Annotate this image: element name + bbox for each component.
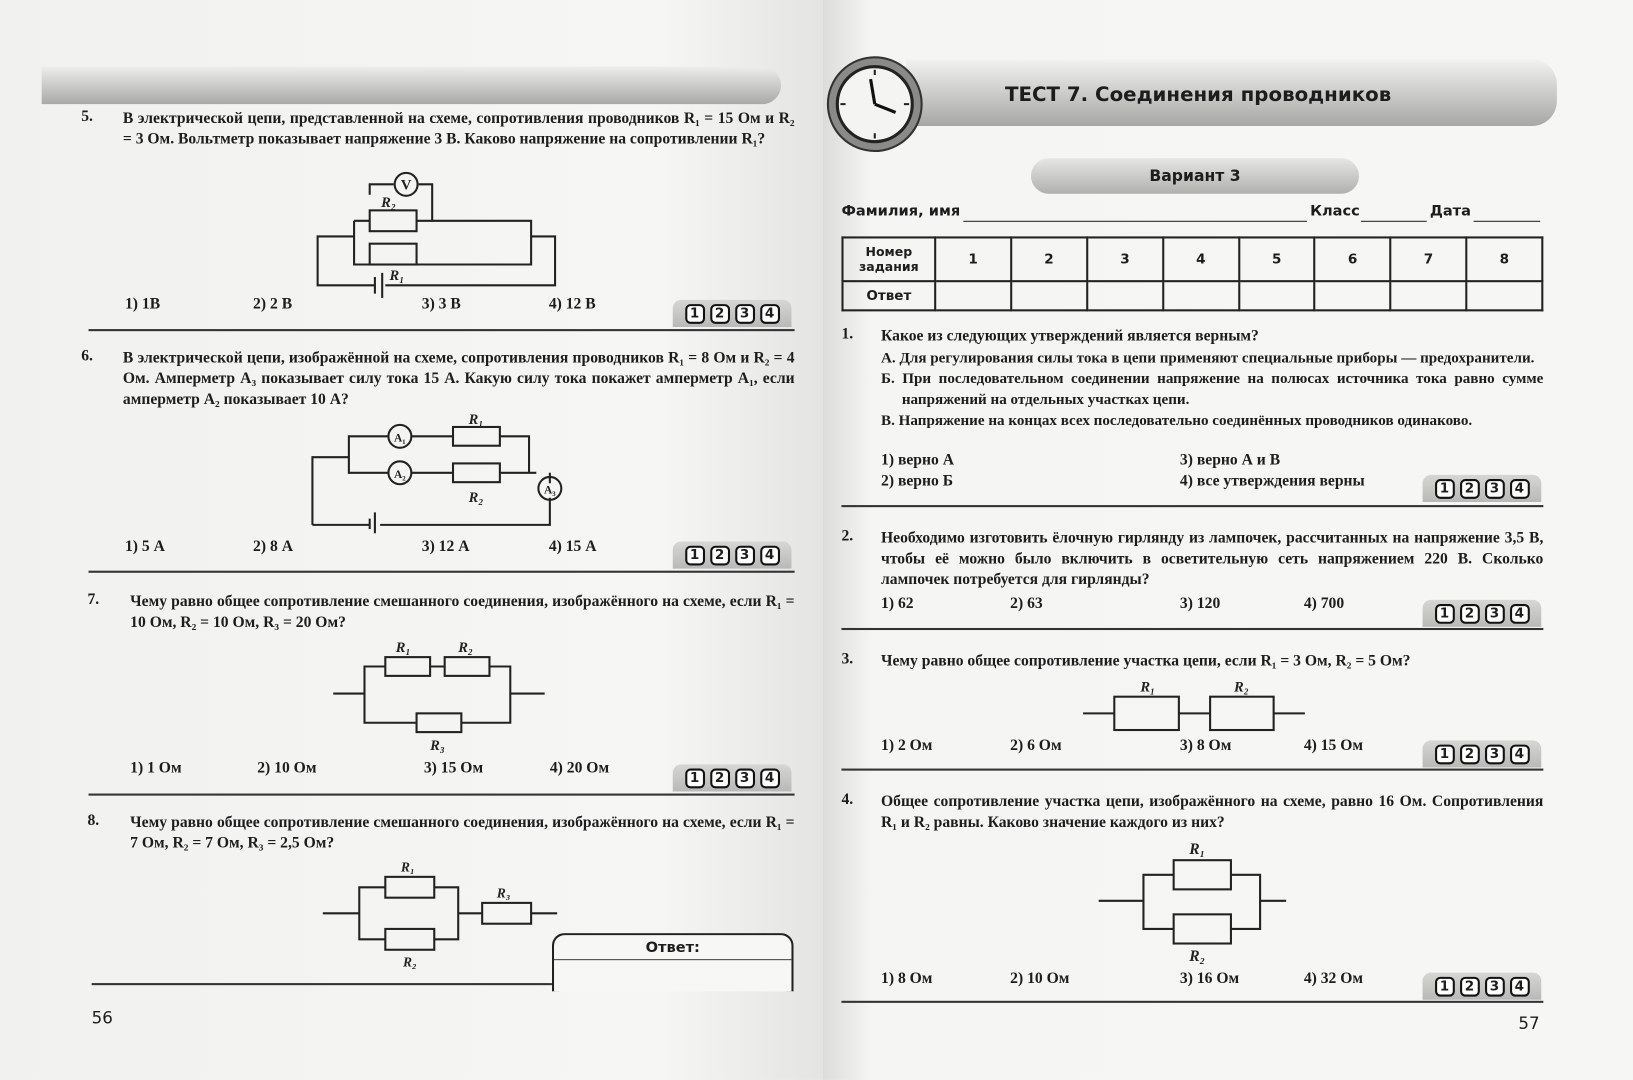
answer-option: 1) 1В xyxy=(124,295,161,313)
statement: Б. При последовательном соединении напряжение на полюсах источника тока равно сумме напряжений на отдельных участках цепи. xyxy=(881,370,1544,409)
answer-cell[interactable] xyxy=(935,281,1011,310)
resistor-label: R₁ xyxy=(400,859,415,875)
answer-option: 2) верно Б xyxy=(881,472,954,490)
answer-option: 4) 12 В xyxy=(548,295,596,313)
ammeter-label: A₃ xyxy=(544,484,556,497)
answer-box-3[interactable]: 3 xyxy=(735,545,755,565)
circuit-diagram-q6 xyxy=(302,410,573,540)
answer-box-1[interactable]: 1 xyxy=(1435,976,1455,996)
resistor-label: R₁ xyxy=(1189,840,1206,858)
answer-box-4[interactable]: 4 xyxy=(1510,479,1530,499)
answer-option: 1) 62 xyxy=(881,595,914,613)
name-label: Фамилия, имя xyxy=(841,203,961,220)
question-number: 7. xyxy=(87,591,100,609)
answer-box-4[interactable]: 4 xyxy=(760,304,780,324)
answer-box-4[interactable]: 4 xyxy=(1510,603,1530,623)
answer-option: 1) 5 А xyxy=(124,538,165,556)
answer-option: 3) 15 Ом xyxy=(423,760,484,777)
class-label: Класс xyxy=(1310,203,1360,220)
answer-option: 4) 15 Ом xyxy=(1303,737,1364,754)
question-number: 6. xyxy=(81,347,93,365)
page-number: 56 xyxy=(91,1008,113,1028)
statement: А. Для регулирования силы тока в цепи применяют специальные приборы — предохранители. xyxy=(881,349,1535,367)
answer-cell[interactable] xyxy=(1391,281,1467,310)
answer-boxes xyxy=(1423,740,1542,767)
clock-icon xyxy=(825,54,925,154)
page-number: 57 xyxy=(1518,1013,1540,1034)
answer-cell[interactable] xyxy=(1087,281,1163,310)
question-text: Какое из следующих утверждений является верным? xyxy=(881,328,1259,345)
question-text: В электрической цепи, представленной на схеме, сопротивления проводников R₁ = 15 Ом и R₂ = 3 Ом. Вольтметр показывает напряжение 3 В. Каково напряжение на сопротивлении R₁? xyxy=(122,110,795,148)
answer-box-2[interactable]: 2 xyxy=(710,768,730,788)
resistor-label: R₁ xyxy=(389,268,405,285)
answer-option: 2) 10 Ом xyxy=(1010,970,1070,988)
answer-field[interactable] xyxy=(552,933,794,991)
table-col-header: 4 xyxy=(1163,237,1239,281)
answer-label: Ответ: xyxy=(554,939,791,960)
divider xyxy=(841,505,1543,507)
resistor-label: R₁ xyxy=(395,639,411,656)
answer-boxes xyxy=(1423,600,1542,627)
question-number: 4. xyxy=(841,791,854,809)
divider xyxy=(92,983,552,985)
header-bar xyxy=(42,67,781,104)
answer-option: 4) 20 Ом xyxy=(549,760,610,777)
question-text: Общее сопротивление участка цепи, изображённого на схеме, равно 16 Ом. Сопротивления R₁ и R₂ равны. Каково значение каждого из них? xyxy=(881,793,1544,832)
resistor-label: R₃ xyxy=(496,885,511,901)
table-col-header: 7 xyxy=(1391,237,1467,281)
answer-box-1[interactable]: 1 xyxy=(1435,603,1455,623)
circuit-diagram-q7 xyxy=(328,633,552,758)
answer-box-4[interactable]: 4 xyxy=(1510,744,1530,764)
table-col-header: 1 xyxy=(935,237,1011,281)
table-col-header: 3 xyxy=(1087,237,1163,281)
table-header: Ответ xyxy=(842,281,935,310)
divider xyxy=(89,329,795,331)
answer-option: 1) верно А xyxy=(881,451,955,469)
answer-option: 3) 3 В xyxy=(421,295,461,313)
answer-cell[interactable] xyxy=(1315,281,1391,310)
answer-box-1[interactable]: 1 xyxy=(685,304,705,324)
answer-option: 1) 2 Ом xyxy=(881,737,933,754)
name-field[interactable] xyxy=(963,221,1307,222)
table-col-header: 6 xyxy=(1315,237,1391,281)
answer-box-4[interactable]: 4 xyxy=(1510,976,1530,996)
answer-option: 2) 63 xyxy=(1010,595,1043,613)
date-label: Дата xyxy=(1429,203,1471,220)
answer-cell[interactable] xyxy=(1011,281,1087,310)
resistor-label: R₃ xyxy=(430,737,445,754)
answer-box-1[interactable]: 1 xyxy=(1435,479,1455,499)
answer-boxes xyxy=(1423,973,1542,1000)
variant-label: Вариант 3 xyxy=(1031,158,1359,193)
divider xyxy=(841,628,1543,630)
table-header: Номер задания xyxy=(842,237,935,281)
resistor-label: R₂ xyxy=(468,489,484,506)
answer-option: 2) 10 Ом xyxy=(257,760,317,777)
question-text: Чему равно общее сопротивление смешанного соединения, изображённого на схеме, если R₁ = 10 Ом, R₂ = 10 Ом, R₃ = 20 Ом? xyxy=(130,593,795,632)
ammeter-label: A₂ xyxy=(394,469,406,482)
table-col-header: 2 xyxy=(1011,237,1087,281)
question-number: 8. xyxy=(87,812,100,829)
circuit-diagram-r-q4 xyxy=(1093,835,1291,968)
answer-box-2[interactable]: 2 xyxy=(1460,976,1480,996)
right-page xyxy=(823,0,1633,1080)
answer-option: 3) верно А и В xyxy=(1179,451,1281,469)
answer-box-3[interactable]: 3 xyxy=(1485,603,1505,623)
answer-option: 3) 8 Ом xyxy=(1179,737,1232,754)
statements-list xyxy=(881,348,1543,431)
answer-box-2[interactable]: 2 xyxy=(1460,744,1480,764)
question-number: 5. xyxy=(81,108,93,125)
answer-box-3[interactable]: 3 xyxy=(735,304,755,324)
answer-option: 4) 700 xyxy=(1303,595,1345,613)
answer-boxes xyxy=(673,764,792,791)
class-field[interactable] xyxy=(1361,221,1427,222)
question-text: В электрической цепи, изображённой на схеме, сопротивления проводников R₁ = 8 Ом и R₂ = 4 Ом. Амперметр A₃ показывает силу тока 15 А. Какую силу тока покажет амперметр A₁, если амперметр A₂ показывает 10 А? xyxy=(122,349,795,409)
answer-option: 3) 120 xyxy=(1179,595,1221,613)
answer-box-2[interactable]: 2 xyxy=(1460,603,1480,623)
divider xyxy=(841,769,1543,771)
answer-box-3[interactable]: 3 xyxy=(735,768,755,788)
statement: В. Напряжение на концах всех последовательно соединённых проводников одинаково. xyxy=(881,412,1473,430)
divider xyxy=(89,571,795,573)
answer-cell[interactable] xyxy=(1163,281,1239,310)
resistor-label: R₁ xyxy=(1140,679,1156,696)
answer-box-2[interactable]: 2 xyxy=(710,304,730,324)
answer-option: 2) 8 А xyxy=(253,538,293,556)
answer-cell[interactable] xyxy=(1466,281,1542,310)
resistor-label: R₂ xyxy=(381,195,396,212)
answer-option: 2) 6 Ом xyxy=(1010,737,1062,754)
resistor-label: R₂ xyxy=(1234,679,1249,696)
answer-box-1[interactable]: 1 xyxy=(1435,744,1455,764)
question-number: 1. xyxy=(841,325,854,343)
answer-box-4[interactable]: 4 xyxy=(760,545,780,565)
table-col-header: 8 xyxy=(1466,237,1542,281)
answer-table xyxy=(841,236,1543,311)
answer-box-2[interactable]: 2 xyxy=(710,545,730,565)
question-text: Чему равно общее сопротивление участка цепи, если R₁ = 3 Ом, R₂ = 5 Ом? xyxy=(881,652,1411,670)
answer-option: 1) 1 Ом xyxy=(130,760,182,777)
answer-box-3[interactable]: 3 xyxy=(1485,744,1505,764)
resistor-label: R₂ xyxy=(1189,948,1206,966)
answer-boxes xyxy=(673,542,792,569)
resistor-label: R₁ xyxy=(468,411,484,428)
resistor-label: R₂ xyxy=(458,639,474,656)
question-number: 2. xyxy=(841,527,854,545)
answer-option: 4) все утверждения верны xyxy=(1179,472,1365,490)
answer-option: 2) 2 В xyxy=(253,295,293,313)
answer-box-3[interactable]: 3 xyxy=(1485,976,1505,996)
circuit-diagram-q8 xyxy=(318,856,563,973)
ammeter-label: A₁ xyxy=(394,432,406,445)
circuit-diagram-r-q3 xyxy=(1078,674,1312,736)
answer-option: 3) 16 Ом xyxy=(1179,970,1240,988)
answer-option: 3) 12 А xyxy=(421,538,470,556)
date-field[interactable] xyxy=(1474,221,1541,222)
answer-box-4[interactable]: 4 xyxy=(760,768,780,788)
answer-cell[interactable] xyxy=(1239,281,1315,310)
answer-boxes xyxy=(673,300,792,327)
answer-box-2[interactable]: 2 xyxy=(1460,479,1480,499)
answer-boxes xyxy=(1423,475,1542,502)
answer-option: 4) 15 А xyxy=(548,538,597,556)
question-number: 3. xyxy=(841,650,854,668)
test-title: ТЕСТ 7. Соединения проводников xyxy=(1004,83,1392,107)
question-text: Чему равно общее сопротивление смешанного соединения, изображённого на схеме, если R₁ = 7 Ом, R₂ = 7 Ом, R₃ = 2,5 Ом? xyxy=(130,814,795,852)
answer-box-3[interactable]: 3 xyxy=(1485,479,1505,499)
voltmeter-label: V xyxy=(400,177,412,194)
answer-box-1[interactable]: 1 xyxy=(685,768,705,788)
circuit-diagram-q5 xyxy=(302,169,573,299)
table-col-header: 5 xyxy=(1239,237,1315,281)
answer-option: 4) 32 Ом xyxy=(1303,970,1364,988)
resistor-label: R₂ xyxy=(403,954,417,970)
divider xyxy=(841,1001,1543,1003)
divider xyxy=(89,794,795,796)
answer-option: 1) 8 Ом xyxy=(881,970,933,988)
answer-box-1[interactable]: 1 xyxy=(685,545,705,565)
question-text: Необходимо изготовить ёлочную гирлянду из лампочек, рассчитанных на напряжение 3,5 В, чтобы её можно было включить в осветительную сеть напряжением 220 В. Сколько лампочек потребуется для гирлянды? xyxy=(881,530,1544,589)
